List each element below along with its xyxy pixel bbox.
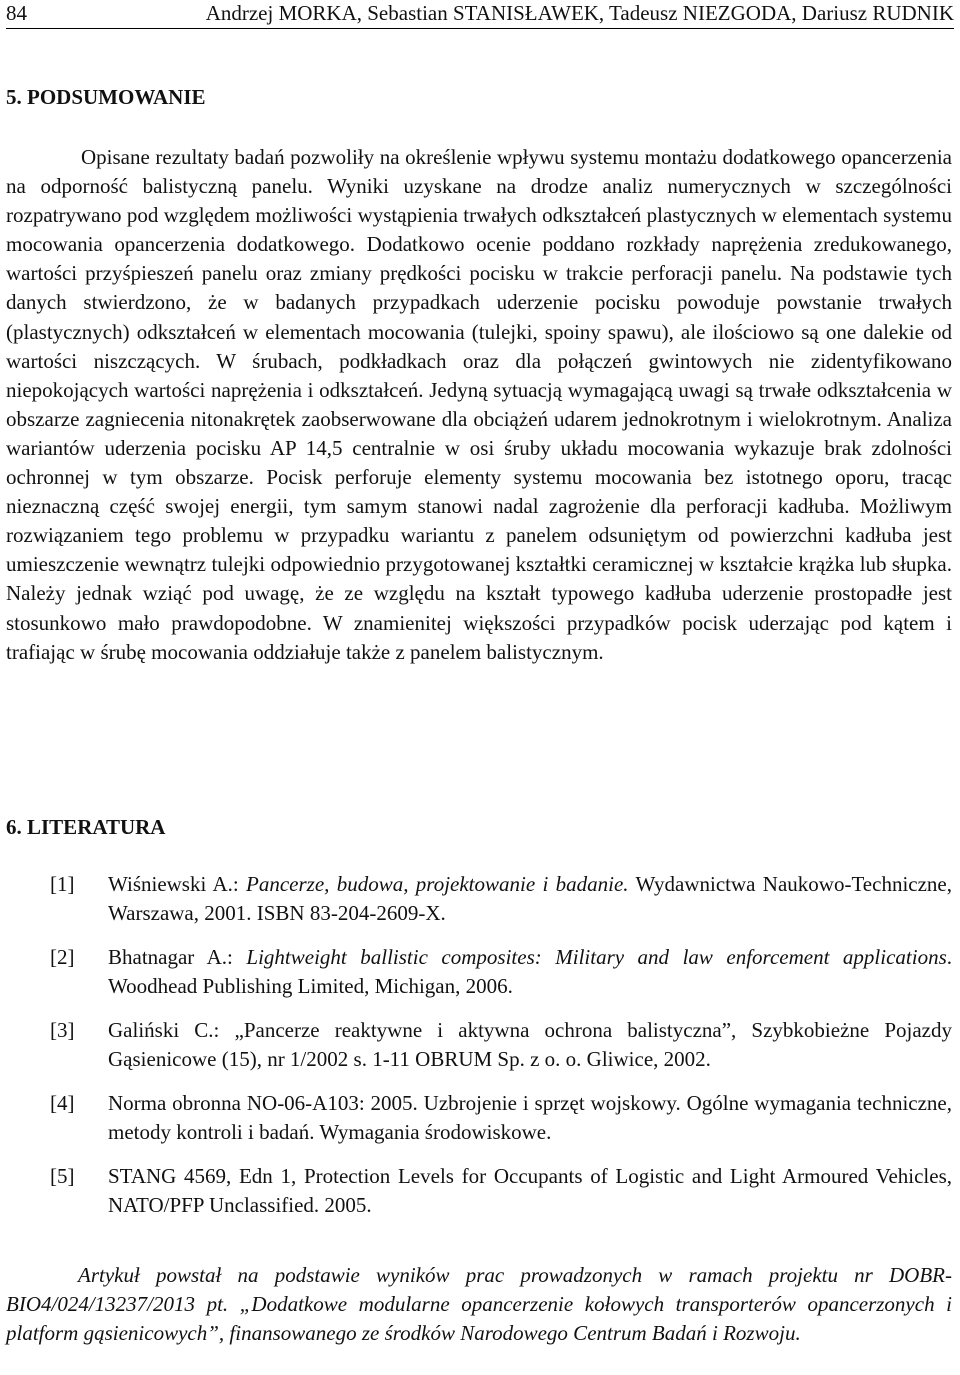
reference-number: [3] — [50, 1018, 75, 1042]
reference-text: Norma obronna NO-06-A103: 2005. Uzbrojenie i sprzęt wojskowy. Ogólne wymagania techniczne, metody kontroli i badań. Wymagania środowiskowe. — [108, 1091, 952, 1144]
reference-item — [6, 1016, 952, 1074]
reference-number: [1] — [50, 872, 75, 896]
reference-title: Pancerze, budowa, projektowanie i badanie. — [246, 872, 629, 896]
summary-paragraph: Opisane rezultaty badań pozwoliły na określenie wpływu systemu montażu dodatkowego opancerzenia na odporność balistyczną panelu. Wyniki uzyskane na drodze analiz numerycznych w szczególności rozpatrywano pod względem możliwości wystąpienia trwałych odkształceń plastycznych w elementach systemu mocowania opancerzenia dodatkowego. Dodatkowo ocenie poddano rozkłady naprężenia zredukowanego, wartości przyśpieszeń panelu oraz zmiany prędkości pocisku w trakcie perforacji panelu. Na podstawie tych danych stwierdzono, że w badanych przypadkach uderzenie pocisku powoduje powstanie trwałych (plastycznych) odkształceń w elementach mocowania (tulejki, spoiny spawu), ale ilościowo są one dalekie od wartości niszczących. W śrubach, podkładkach oraz dla połączeń gwintowych nie zidentyfikowano niepokojących wartości naprężenia i odkształceń. Jedyną sytuacją wymagającą uwagi są trwałe odkształcenia w obszarze zagniecenia nitonakrętek zaobserwowane dla obciążeń udarem jednokrotnym i wielokrotnym. Analiza wariantów uderzenia pocisku AP 14,5 centralnie w osi śruby układu mocowania wykazuje brak zdolności ochronnej w tym obszarze. Pocisk perforuje elementy systemu mocowania bez istotnego oporu, tracąc nieznaczną część swojej energii, tym samym stanowi nadal zagrożenie dla perforacji kadłuba. Możliwym rozwiązaniem tego problemu w przypadku wariantu z panelem odsuniętym od powierzchni kadłuba jest umieszczenie wewnątrz tulejki odpowiednio przygotowanej kształtki ceramicznej w kształcie krążka lub słupka. Należy jednak wziąć pod uwagę, że ze względu na kształt typowego kadłuba uderzenie prostopadłe jest stosunkowo mało prawdopodobne. W znamienitej większości przypadków pocisk uderzając pod kątem i trafiając w śrubę mocowania oddziałuje także z panelem balistycznym. — [6, 145, 952, 664]
reference-number: [2] — [50, 945, 75, 969]
reference-text: Bhatnagar A.: — [108, 945, 247, 969]
page-number: 84 — [6, 1, 27, 25]
reference-item — [6, 870, 952, 928]
acknowledgement-note: Artykuł powstał na podstawie wyników prac prowadzonych w ramach projektu nr DOBR-BIO4/024/13237/2013 pt. „Dodatkowe modularne opancerzenie kołowych transporterów opancerzonych i platform gąsienicowych”, finansowanego ze środków Narodowego Centrum Badań i Rozwoju. — [6, 1263, 952, 1345]
running-header — [6, 0, 954, 29]
reference-list — [6, 870, 952, 1235]
section-heading-literature: 6. LITERATURA — [6, 815, 166, 839]
reference-item — [6, 1089, 952, 1147]
reference-text: STANG 4569, Edn 1, Protection Levels for Occupants of Logistic and Light Armoured Vehicles, NATO/PFP Unclassified. 2005. — [108, 1164, 952, 1217]
reference-text-tail: Wydawnictwa Naukowo-Techniczne, Warszawa, 2001. ISBN 83-204-2609-X. — [108, 872, 952, 925]
reference-item — [6, 943, 952, 1001]
reference-text-tail: . Woodhead Publishing Limited, Michigan, 2006. — [108, 945, 952, 998]
header-authors: Andrzej MORKA, Sebastian STANISŁAWEK, Tadeusz NIEZGODA, Dariusz RUDNIK — [205, 1, 954, 25]
reference-text: Galiński C.: „Pancerze reaktywne i aktywna ochrona balistyczna”, Szybkobieżne Pojazdy Gąsienicowe (15), nr 1/2002 s. 1-11 OBRUM Sp. z o. o. Gliwice, 2002. — [108, 1018, 952, 1071]
reference-item — [6, 1162, 952, 1220]
reference-number: [4] — [50, 1091, 75, 1115]
reference-title: Lightweight ballistic composites: Military and law enforcement applications — [246, 945, 947, 969]
reference-number: [5] — [50, 1164, 75, 1188]
reference-text: Wiśniewski A.: — [108, 872, 247, 896]
section-heading-summary: 5. PODSUMOWANIE — [6, 85, 206, 109]
